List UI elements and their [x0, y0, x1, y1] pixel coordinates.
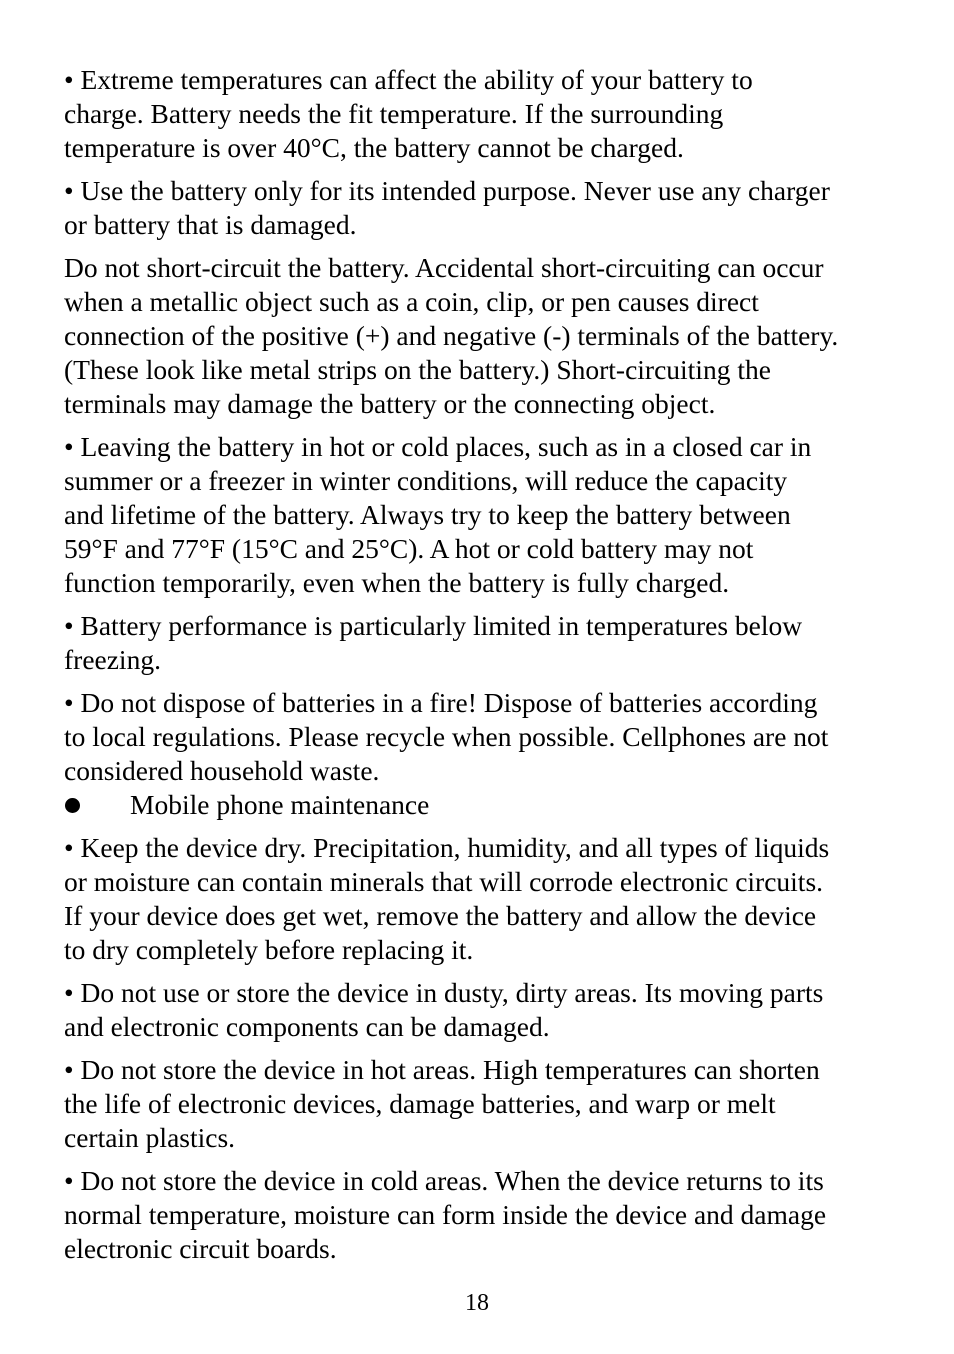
- paragraph-line: to local regulations. Please recycle when possible. Cellphones are not: [64, 721, 829, 752]
- paragraph-line: 59°F and 77°F (15°C and 25°C). A hot or cold battery may not: [64, 533, 754, 564]
- paragraph-line: certain plastics.: [64, 1122, 236, 1153]
- paragraph-freezing: [64, 609, 914, 677]
- paragraph-hot-areas: [64, 1053, 914, 1155]
- paragraph-line: • Battery performance is particularly limited in temperatures below: [64, 610, 803, 641]
- document-page: [64, 63, 914, 1275]
- paragraph-hot-cold-places: [64, 430, 914, 600]
- paragraph-line: charge. Battery needs the fit temperature. If the surrounding: [64, 98, 724, 129]
- paragraph-extreme-temperatures: [64, 63, 914, 165]
- bullet-dot-icon: [65, 798, 80, 813]
- paragraph-line: the life of electronic devices, damage batteries, and warp or melt: [64, 1088, 776, 1119]
- paragraph-line: function temporarily, even when the battery is fully charged.: [64, 567, 730, 598]
- paragraph-line: If your device does get wet, remove the battery and allow the device: [64, 900, 817, 931]
- paragraph-line: connection of the positive (+) and negative (-) terminals of the battery.: [64, 320, 839, 351]
- paragraph-line: electronic circuit boards.: [64, 1233, 337, 1264]
- paragraph-line: terminals may damage the battery or the connecting object.: [64, 388, 716, 419]
- paragraph-line: (These look like metal strips on the battery.) Short-circuiting the: [64, 354, 771, 385]
- section-heading-maintenance: [64, 788, 914, 822]
- paragraph-line: • Keep the device dry. Precipitation, humidity, and all types of liquids: [64, 832, 830, 863]
- paragraph-line: • Leaving the battery in hot or cold places, such as in a closed car in: [64, 431, 812, 462]
- paragraph-intended-purpose: [64, 174, 914, 242]
- paragraph-keep-dry: [64, 831, 914, 967]
- paragraph-line: or moisture can contain minerals that will corrode electronic circuits.: [64, 866, 824, 897]
- paragraph-line: and electronic components can be damaged.: [64, 1011, 550, 1042]
- paragraph-line: or battery that is damaged.: [64, 209, 357, 240]
- paragraph-line: and lifetime of the battery. Always try to keep the battery between: [64, 499, 791, 530]
- paragraph-line: considered household waste.: [64, 755, 380, 786]
- paragraph-dispose: [64, 686, 914, 788]
- page-number: 18: [465, 1290, 489, 1316]
- paragraph-dusty-areas: [64, 976, 914, 1044]
- paragraph-line: summer or a freezer in winter conditions, will reduce the capacity: [64, 465, 788, 496]
- paragraph-line: • Do not dispose of batteries in a fire! Dispose of batteries according: [64, 687, 818, 718]
- paragraph-line: normal temperature, moisture can form inside the device and damage: [64, 1199, 827, 1230]
- paragraph-line: • Use the battery only for its intended purpose. Never use any charger: [64, 175, 830, 206]
- paragraph-line: when a metallic object such as a coin, clip, or pen causes direct: [64, 286, 759, 317]
- paragraph-line: • Do not store the device in cold areas. When the device returns to its: [64, 1165, 824, 1196]
- paragraph-line: freezing.: [64, 644, 161, 675]
- paragraph-short-circuit: [64, 251, 914, 421]
- paragraph-line: to dry completely before replacing it.: [64, 934, 474, 965]
- paragraph-line: Do not short-circuit the battery. Accidental short-circuiting can occur: [64, 252, 824, 283]
- section-heading-text: Mobile phone maintenance: [130, 789, 430, 820]
- paragraph-line: temperature is over 40°C, the battery cannot be charged.: [64, 132, 684, 163]
- paragraph-line: • Do not store the device in hot areas. High temperatures can shorten: [64, 1054, 820, 1085]
- paragraph-line: • Do not use or store the device in dusty, dirty areas. Its moving parts: [64, 977, 824, 1008]
- paragraph-cold-areas: [64, 1164, 914, 1266]
- paragraph-line: • Extreme temperatures can affect the ability of your battery to: [64, 64, 753, 95]
